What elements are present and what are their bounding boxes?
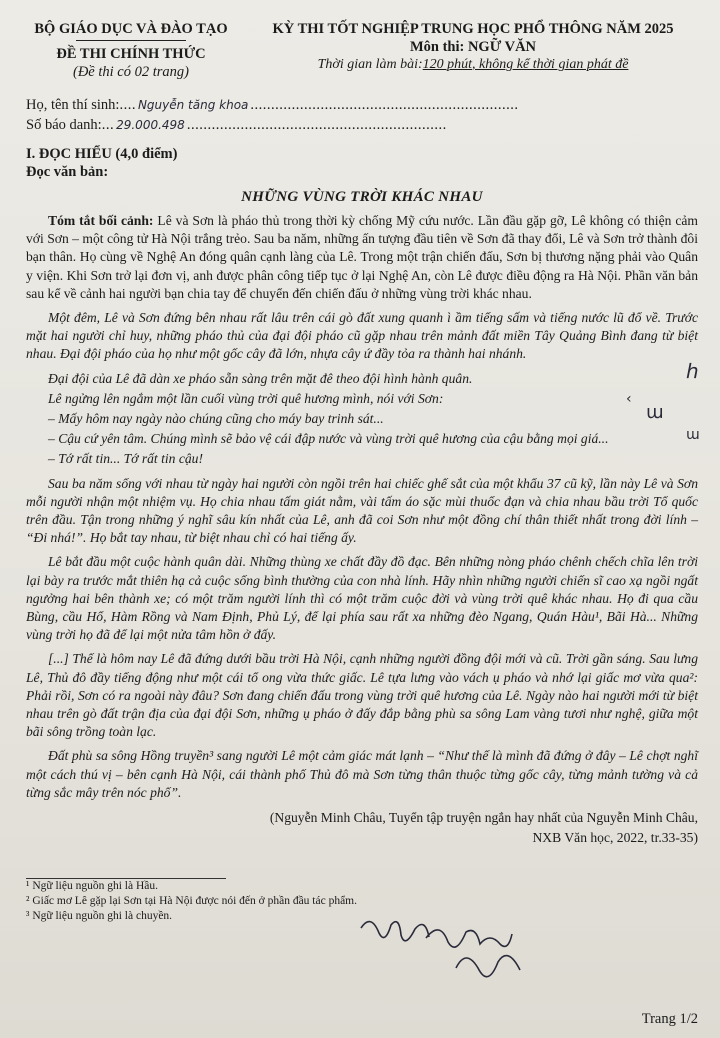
summary-paragraph bbox=[26, 212, 698, 303]
section-heading: I. ĐỌC HIỂU (4,0 điểm) bbox=[26, 146, 178, 162]
source-line-2: NXB Văn học, 2022, tr.33-35) bbox=[532, 830, 698, 846]
source-citation bbox=[26, 808, 698, 848]
line-1-text: Đại đội của Lê đã dàn xe pháo sẵn sàng trên mặt đê theo đội hình hành quân. bbox=[48, 370, 473, 386]
read-label: Đọc văn bản: bbox=[26, 164, 109, 180]
name-label: Họ, tên thí sinh: bbox=[26, 97, 120, 113]
handwritten-mark: ‹ bbox=[626, 390, 632, 407]
subject-name: NGỮ VĂN bbox=[467, 39, 537, 55]
id-label: Số báo danh: bbox=[26, 117, 102, 133]
story-paragraph-1: Một đêm, Lê và Sơn đứng bên nhau rất lâu trên cái gò đất xung quanh ì ầm tiếng sấm và tiếng nước lũ đổ về. Trước mặt hai người chỉ huy, những pháo thủ của đại đội pháo cũ gặp nhau trên mảnh đất miền Tây Quảng Bình đang từ biệt nhau. Đại đội pháo của họ như một gốc cây đã lớn, nhựa cây ứ đầy tỏa ra thành hai nhánh. bbox=[26, 310, 698, 362]
footnote-1: ¹ Ngữ liệu nguồn ghi là Hầu. bbox=[26, 880, 159, 893]
story-paragraph-3: Lê bắt đầu một cuộc hành quân dài. Những thùng xe chất đầy đồ đạc. Bên những nòng pháo chênh chếch chĩa lên trời lại bày ra trước mắt thiên hạ cả cuộc sống bình thường của con nhà lính. Hãy nhìn những người chiến sĩ cao xạ ngồi ngất ngưởng hai bên thành xe; có một trăm người lính thì có một trăm cuộc đời và vùng trời quê khác nhau. Họ đi qua cầu Bùng, cầu Hổ, Hàm Rồng và Nam Định, Phủ Lý, để lại phía sau rất xa những đèo Ngang, Quán Hàu¹, Bãi Hà... Những vùng trời họ đã để lại một nửa tâm hồn ở đấy. bbox=[26, 554, 698, 643]
official-label: ĐỀ THI CHÍNH THỨC bbox=[56, 46, 206, 62]
summary-label: Tóm tắt bối cảnh: bbox=[48, 213, 154, 228]
story-line-2 bbox=[26, 390, 698, 408]
story-line-1 bbox=[26, 358, 699, 388]
name-handwritten: Nguyễn tăng khoa bbox=[137, 98, 249, 112]
name-row: Họ, tên thí sinh: .... Nguyễn tăng khoa ................................................................. bbox=[26, 97, 519, 113]
pages-note: (Đề thi có 02 trang) bbox=[73, 64, 189, 80]
signature-scribble bbox=[356, 908, 556, 1008]
header-rule bbox=[76, 40, 186, 41]
footnote-2: ² Giấc mơ Lê gặp lại Sơn tại Hà Nội được nói đến ở phần đầu tác phẩm. bbox=[26, 895, 358, 908]
exam-time bbox=[248, 56, 698, 74]
handwritten-mark: ℎ bbox=[686, 358, 699, 383]
ministry-name: BỘ GIÁO DỤC VÀ ĐÀO TẠO bbox=[34, 21, 228, 37]
exam-title: KỲ THI TỐT NGHIỆP TRUNG HỌC PHỔ THÔNG NĂM 2025 bbox=[272, 21, 674, 37]
line-4-text: – Cậu cứ yên tâm. Chúng mình sẽ bảo vệ cái đập nước và vùng trời quê hương của cậu bằng mọi giá... bbox=[48, 431, 609, 447]
story-line-3 bbox=[26, 402, 698, 428]
page-number: Trang 1/2 bbox=[641, 1011, 698, 1027]
line-3-text: – Mấy hôm nay ngày nào chúng cũng cho máy bay trinh sát... bbox=[48, 411, 384, 427]
id-handwritten: 29.000.498 bbox=[116, 118, 185, 132]
story-line-4 bbox=[26, 427, 700, 448]
line-2-text: Lê ngửng lên ngắm một lần cuối vùng trời quê hương mình, nói với Sơn: bbox=[48, 390, 444, 406]
summary-text: Lê và Sơn là pháo thủ trong thời kỳ chống Mỹ cứu nước. Lần đầu gặp gỡ, Lê không có thiện cảm với Sơn – một công tử Hà Nội trắng trẻo. Sau ba năm, những ấn tượng đầu tiên về Sơn đã thay đổi, Lê và Sơn trở thành đôi bạn thân. Họ cùng về Nghệ An đóng quân cạnh làng của Lê. Trong một trận chiến đấu, Sơn bị thương nặng phải vào Quân y viện. Khi Sơn trở lại đơn vị, anh được phân công tiếp tục ở lại Nghệ An, còn Lê được điều động ra Hà Nội. Phần văn bản sau kể về cảnh hai người bạn chia tay để chuyển đến chiến đấu ở những vùng trời khác nhau. bbox=[26, 213, 698, 301]
id-row: Số báo danh: ... 29.000.498 ............................................................... bbox=[26, 117, 447, 133]
story-paragraph-4: [...] Thế là hôm nay Lê đã đứng dưới bầu trời Hà Nội, cạnh những người đồng đội mới và cũ. Trời gần sáng. Sau lưng Lê, Thủ đô đầy tiếng động như một cái tổ ong vừa thức giấc. Lê tựa lưng vào vách ụ pháo và nhớ lại giấc mơ vừa qua²: Phải rồi, Sơn có ra ngoài này đâu? Sơn đang chiến đấu trong vùng trời quê hương của Lê. Ngày nào hai người mới từ biệt nhau trên gò đất trận địa của đại đội Sơn, những ụ pháo ở đấy đắp bằng phù sa sông Lam vàng tươi như nghệ, giữa một bãi sông trồng toàn lạc. bbox=[26, 651, 698, 740]
story-paragraph-2: Sau ba năm sống với nhau từ ngày hai người còn ngồi trên hai chiếc ghế sắt của một khẩu 37 cũ kỹ, lần này Lê và Sơn mỗi người nhận một nhiệm vụ. Họ chia nhau tấm giát nằm, vài tấm áo sặc mùi thuốc đạn và chia nhau bầu trời Tổ quốc trên đầu. Tận trong những ý nghĩ sâu kín nhất của Lê, anh đã coi Sơn như một đồng chí thân thiết nhất trong đời lính – “Đi nhá!”. Họ bắt tay nhau, từ biệt nhau chỉ có hai tiếng ấy. bbox=[26, 475, 698, 546]
handwritten-mark: ɯ bbox=[646, 402, 664, 424]
story-line-5 bbox=[26, 450, 698, 468]
candidate-fields bbox=[26, 95, 698, 135]
time-value: 120 phút, không kể thời gian phát đề bbox=[422, 57, 629, 72]
header-left bbox=[26, 20, 236, 81]
line-5-text: – Tớ rất tin... Tớ rất tin cậu! bbox=[48, 451, 203, 467]
subject-label: Môn thi: bbox=[409, 39, 465, 55]
source-line-1: (Nguyễn Minh Châu, Tuyển tập truyện ngắn hay nhất của Nguyễn Minh Châu, bbox=[269, 810, 698, 826]
time-prefix: Thời gian làm bài: bbox=[317, 57, 423, 72]
story-title: NHỮNG VÙNG TRỜI KHÁC NHAU bbox=[241, 189, 483, 205]
story-paragraph-5: Đất phù sa sông Hồng truyền³ sang người Lê một cảm giác mát lạnh – “Như thế là mình đã đứng ở đây – Lê chợt nghĩ một cách thú vị – bên cạnh Hà Nội, cái thành phố Thủ đô mà Sơn từng thân thuộc từng gốc cây, từng mảnh tường và cả từng sắc mây trên nóc phố”. bbox=[26, 748, 698, 800]
exam-header bbox=[26, 20, 698, 81]
footnote-3: ³ Ngữ liệu nguồn ghi là chuyền. bbox=[26, 910, 173, 923]
header-right bbox=[248, 20, 698, 81]
handwritten-mark: ɯ bbox=[686, 427, 700, 444]
